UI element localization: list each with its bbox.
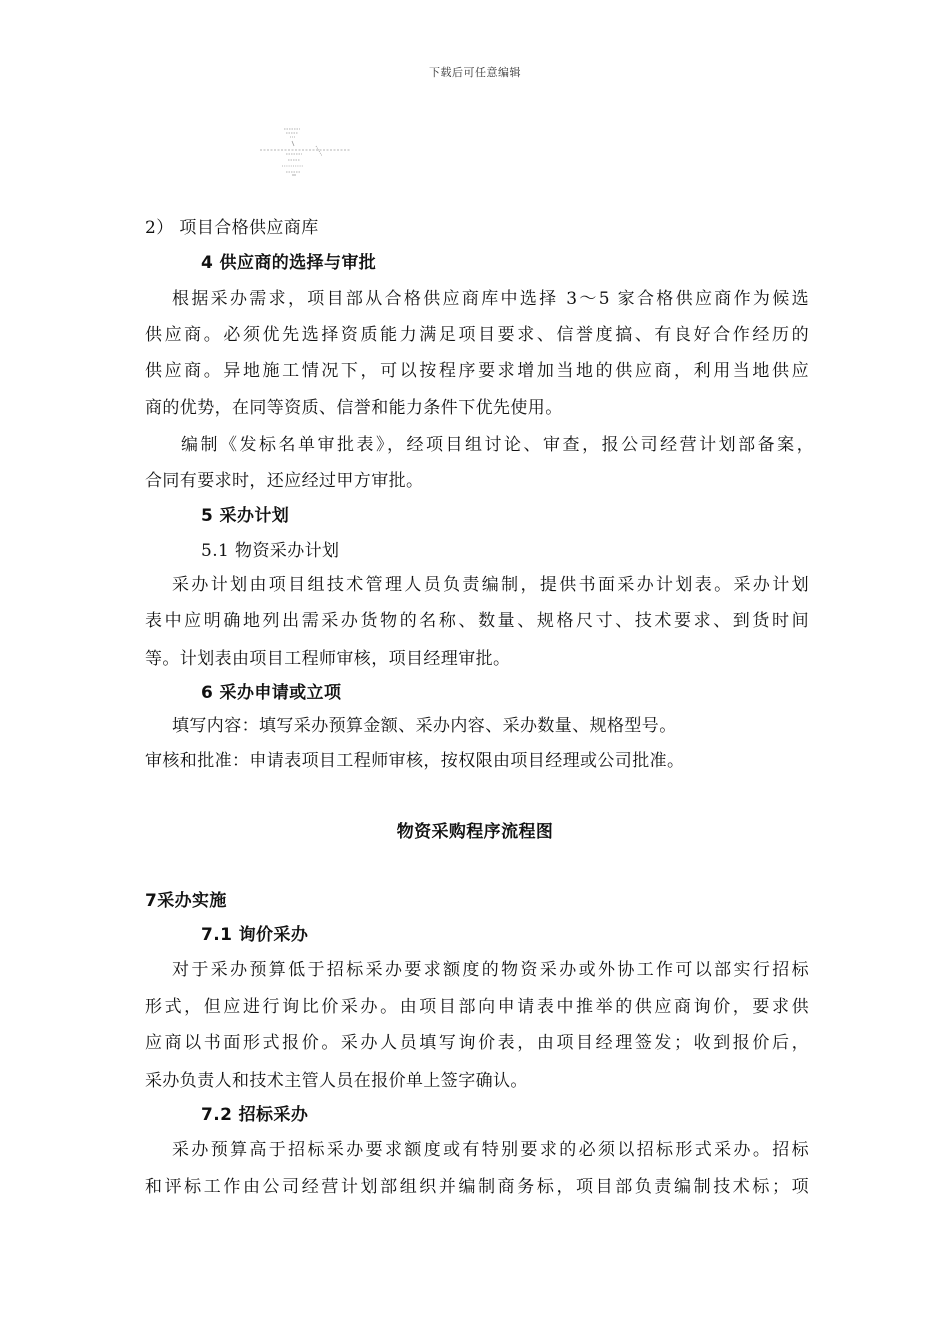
- paragraph-line: 根据采办需求，项目部从合格供应商库中选择 3～5 家合格供应商作为候选: [172, 289, 809, 309]
- paragraph-line: 采办计划由项目组技术管理人员负责编制，提供书面采办计划表。采办计划: [172, 575, 809, 595]
- paragraph-line: 商的优势，在同等资质、信誉和能力条件下优先使用。: [145, 398, 563, 418]
- paragraph-line: 编制《发标名单审批表》，经项目组讨论、审查，报公司经营计划部备案，: [181, 435, 814, 455]
- flowchart-title: 物资采购程序流程图: [396, 822, 554, 842]
- paragraph-line: 供应商。异地施工情况下，可以按程序要求增加当地的供应商，利用当地供应: [145, 361, 809, 381]
- paragraph-line: 采办负责人和技术主管人员在报价单上签字确认。: [145, 1071, 528, 1091]
- section-heading-5: 5 采办计划: [201, 506, 290, 526]
- paragraph-line: 应商以书面形式报价。采办人员填写询价表，由项目经理签发；收到报价后，: [145, 1033, 809, 1053]
- subsection-heading-7-1: 7.1 询价采办: [201, 925, 309, 945]
- paragraph-line: 形式，但应进行询比价采办。由项目部向申请表中推举的供应商询价，要求供: [145, 997, 809, 1017]
- section-heading-7: 7采办实施: [145, 891, 227, 911]
- flowchart-thumbnail: [256, 126, 356, 178]
- paragraph-line: 填写内容：填写采办预算金额、采办内容、采办数量、规格型号。: [172, 716, 677, 736]
- page-header: 下载后可任意编辑: [429, 66, 521, 79]
- subsection-heading-7-2: 7.2 招标采办: [201, 1105, 309, 1125]
- list-item-supplier-database: 2） 项目合格供应商库: [145, 218, 319, 238]
- paragraph-line: 等。计划表由项目工程师审核，项目经理审批。: [145, 649, 511, 669]
- subsection-heading-5-1: 5.1 物资采办计划: [201, 541, 340, 561]
- section-heading-6: 6 采办申请或立项: [201, 683, 342, 703]
- paragraph-line: 供应商。必须优先选择资质能力满足项目要求、信誉度搞、有良好合作经历的: [145, 325, 809, 345]
- section-heading-4: 4 供应商的选择与审批: [201, 253, 377, 273]
- paragraph-line: 和评标工作由公司经营计划部组织并编制商务标，项目部负责编制技术标；项: [145, 1177, 809, 1197]
- paragraph-line: 表中应明确地列出需采办货物的名称、数量、规格尺寸、技术要求、到货时间: [145, 611, 809, 631]
- paragraph-line: 合同有要求时，还应经过甲方审批。: [145, 471, 424, 491]
- paragraph-line: 审核和批准：申请表项目工程师审核，按权限由项目经理或公司批准。: [145, 751, 685, 771]
- paragraph-line: 采办预算高于招标采办要求额度或有特别要求的必须以招标形式采办。招标: [172, 1140, 809, 1160]
- paragraph-line: 对于采办预算低于招标采办要求额度的物资采办或外协工作可以部实行招标: [172, 960, 809, 980]
